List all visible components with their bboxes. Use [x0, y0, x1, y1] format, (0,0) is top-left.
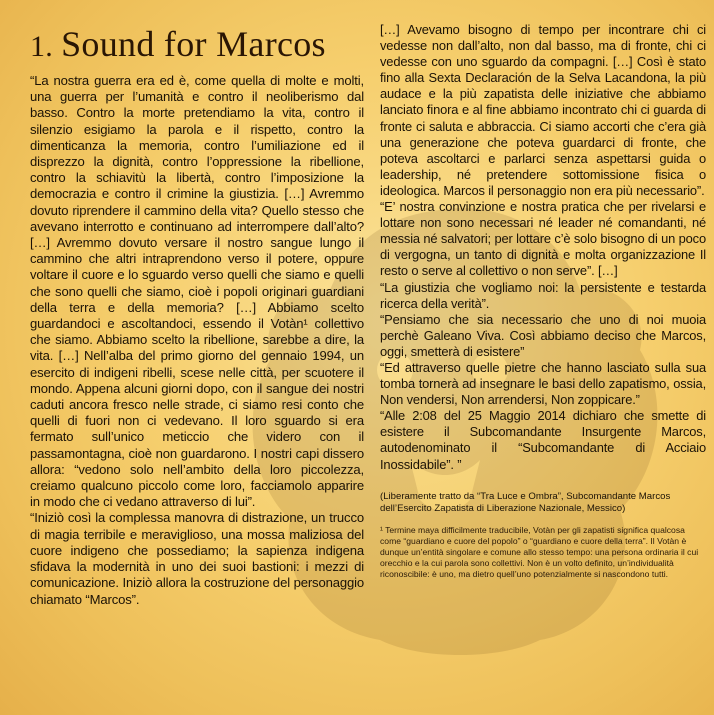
right-paragraph-5: “Ed attraverso quelle pietre che hanno lasciato sulla sua tomba tornerà ad insegnare le basi dello zapatismo, ossia, Non vendersi, Non arrendersi, Non zoppicare.”	[380, 359, 706, 408]
left-paragraph-2: “Iniziò così la complessa manovra di distrazione, un trucco di magia terribile e meraviglioso, una mossa maliziosa del cuore indigeno che possediamo; la sapienza indigena sfidava la modernità in uno dei suoi bastioni: i mezzi di comunicazione. Iniziò allora la costruzione del personaggio chiamato “Marcos”.	[30, 510, 364, 607]
right-paragraph-2: “E’ nostra convinzione e nostra pratica che per rivelarsi e lottare non sono necessari né leader né comandanti, né messia né salvatori; per lottare c’è solo bisogno di un poco di vergogna, un tanto di dignità e molta organizzazione Il resto o serve al collettivo o non serve”. […]	[380, 199, 706, 279]
right-paragraph-3: “La giustizia che vogliamo noi: la persistente e testarda ricerca della verità”.	[380, 279, 706, 311]
footnote: ¹ Termine maya difficilmente traducibile, Votàn per gli zapatisti significa qualcosa come “guardiano e cuore del popolo” o “guardiano e cuore della terra”. Il Votàn è dunque un’entità singolare e comune allo stesso tempo: una persona ordinaria il cui orecchio e la cui parola sono collettivi. Non è un volto definito, un’individualità riconoscibile: è uno, ma dietro quell’uno potenzialmente si nascondono tutti.	[380, 524, 699, 579]
right-paragraph-4: “Pensiamo che sia necessario che uno di noi muoia perchè Galeano Viva. Così abbiamo deciso che Marcos, oggi, smetterà di esistere”	[380, 311, 706, 359]
right-column	[380, 22, 706, 580]
source-credit: (Liberamente tratto da “Tra Luce e Ombra”, Subcomandante Marcos dell’Esercito Zapatista di Liberazione Nazionale, Messico)	[380, 490, 671, 514]
left-paragraph-1: “La nostra guerra era ed è, come quella di molte e molti, una guerra per l’umanità e contro il neoliberismo dal basso. Contro la morte pretendiamo la vita, contro il silenzio esigiamo la parola e il rispetto, contro la dimenticanza la memoria, contro l’umiliazione ed il disprezzo la dignità, contro l’oppressione la ribellione, contro la schiavitù la libertà, contro l’imposizione la democrazia e contro il crimine la giustizia. […] Avremmo dovuto riprendere il cammino della vita? Quello stesso che avevano interrotto e continuano ad interrompere dall’alto? […] Avremmo dovuto versare il nostro sangue lungo il cammino che altri intraprendono verso il potere, oppure voltare il cuore e lo sguardo verso quelli che siamo e quelli che sono quelli che siamo, cioè i popoli originari guardiani della terra e della memoria? […] Abbiamo scelto guardandoci e ascoltandoci, essendo il Votàn¹ collettivo che siamo. Abbiamo scelto la ribellione, sarebbe a dire, la vita. […] Nell’alba del primo giorno del gennaio 1994, un esercito di indigeni ribelli, scese nelle città, per scuotere il mondo. Appena alcuni giorni dopo, con il sangue dei nostri caduti ancora fresco nelle strade, ci siamo resi conto che quelli di fuori non ci vedevano. Il loro sguardo si era fermato sull’unico meticcio che videro con il passamontagna, cioè non guardarono. I nostri capi dissero allora: “vedono solo nell’ambito della loro piccolezza, creiamo qualcuno piccolo come loro, facciamolo apparire in modo che ci vedano attraverso di lui”.	[30, 73, 364, 510]
page-title	[30, 24, 364, 67]
right-paragraph-6: “Alle 2:08 del 25 Maggio 2014 dichiaro che smette di esistere il Subcomandante Insurgente Marcos, autodenominato il “Subcomandante di Acciaio Inossidabile”. ”	[380, 408, 706, 472]
left-column	[30, 24, 364, 608]
title-number: 1.	[30, 30, 54, 63]
title-text: Sound for Marcos	[61, 24, 326, 64]
right-paragraph-1: […] Avevamo bisogno di tempo per incontrare chi ci vedesse non dall’alto, non dal basso, ma di fronte, chi ci vedesse con uno sguardo da compagni. […] Così è stato fino alla Sexta Declaración de la Selva Lacandona, la più audace e la più zapatista delle iniziative che abbiamo lanciato finora e al fine abbiamo incontrato chi ci guarda di fronte ci saluta e abbraccia. Ci siamo accorti che c’era già una generazione che poteva guardarci di fronte, che poteva ascoltarci e parlarci senza aspettarsi guida o leadership, né pretendere sottomissione fisica o ideologica. Marcos il personaggio non era più necessario”.	[380, 22, 706, 198]
